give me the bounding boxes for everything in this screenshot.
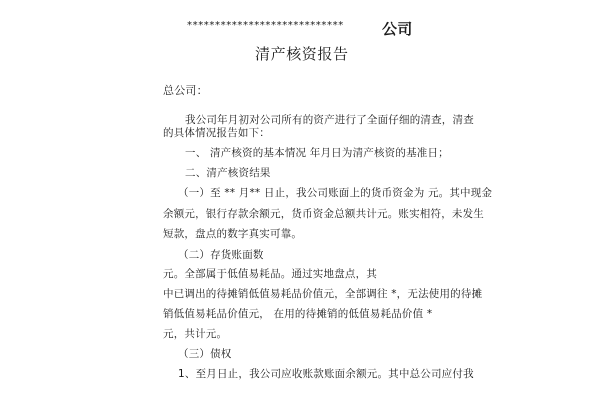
company-suffix: 公司 <box>382 20 413 38</box>
paragraph-line: 中已调出的待摊销低值易耗品价值元，全部调往 *，无法使用的待摊 <box>163 288 483 300</box>
paragraph-line: （一）至 ** 月** 日止，我公司账面上的货币资金为 元。其中现金 <box>178 187 493 199</box>
paragraph-line: 余额元，银行存款余额元，货币资金总额共计元。账实相符，未发生 <box>163 208 484 220</box>
paragraph-line: 1、至月日止，我公司应收账款账面余额元。其中总公司应付我 <box>178 368 474 380</box>
paragraph-line: 元，共计元。 <box>163 328 228 340</box>
section-heading: 一、 清产核资的基本情况 年月日为清产核资的基准日； <box>185 147 449 159</box>
paragraph-line: 我公司年月初对公司所有的资产进行了全面仔细的清查，清查 <box>185 114 474 126</box>
salutation: 总公司： <box>163 84 208 97</box>
paragraph-line: 元。全部属于低值易耗品。通过实地盘点，其 <box>163 268 377 280</box>
paragraph-line: 的具体情况报告如下： <box>163 127 270 139</box>
masked-company-name: **************************** <box>187 20 344 31</box>
section-heading: 二、清产核资结果 <box>185 167 271 179</box>
paragraph-line: 销低值易耗品价值元， 在用的待摊销的低值易耗品价值 * <box>163 308 433 320</box>
section-heading: （三）债权 <box>178 348 232 360</box>
section-heading: （二）存货账面数 <box>178 249 264 261</box>
paragraph-line: 短款，盘点的数字真实可靠。 <box>163 228 303 240</box>
document-title: 清产核资报告 <box>255 45 349 63</box>
